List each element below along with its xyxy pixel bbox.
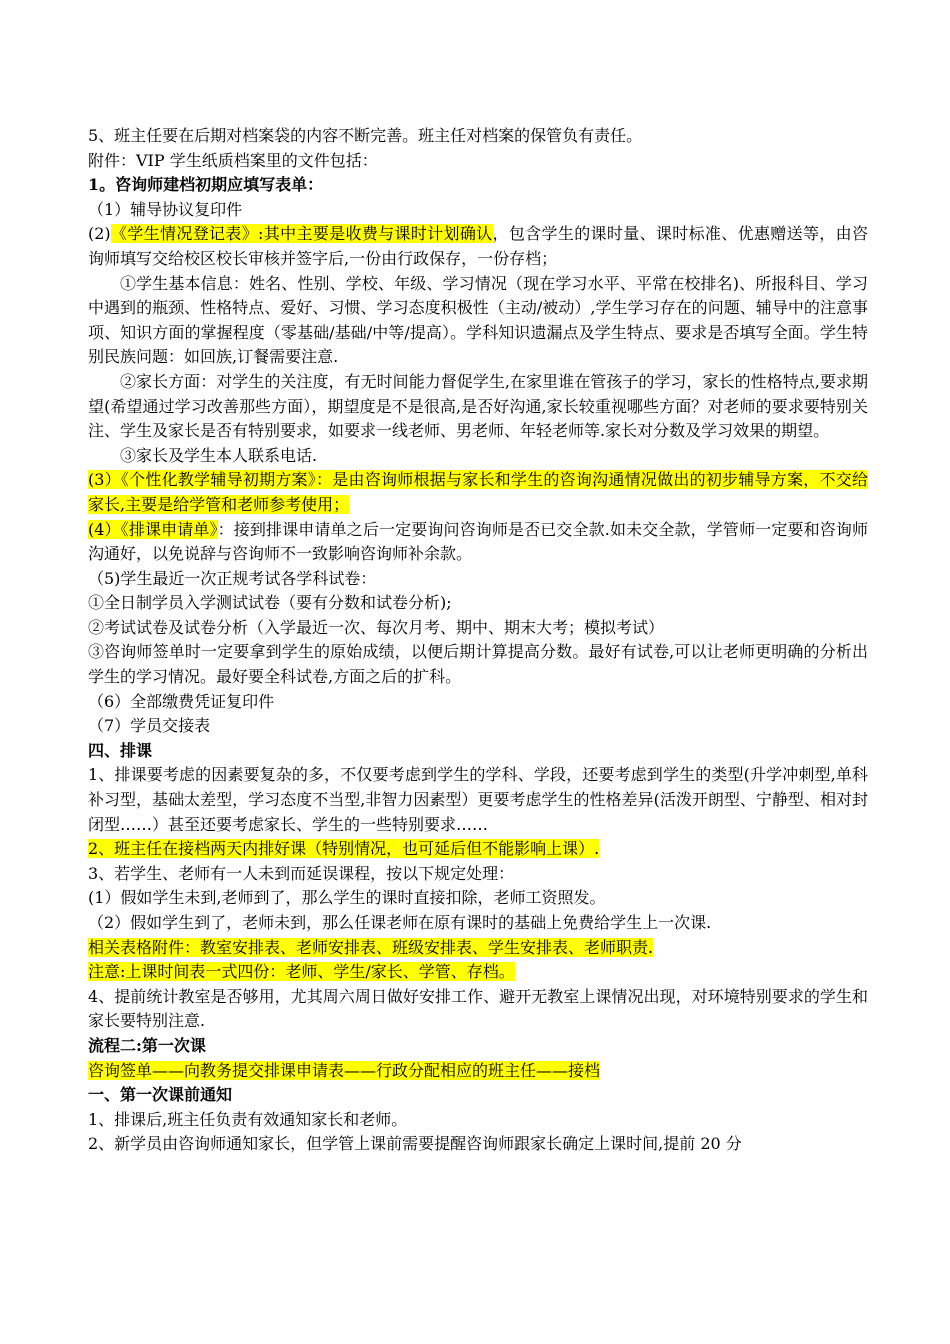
para-scheduling-factors: 1、排课要考虑的因素要复杂的多，不仅要考虑到学生的学科、学段，还要考虑到学生的类型(升学冲刺型,单科补习型，基础太差型，学习态度不当型,非智力因素型）更要考虑学生的性格差异(活泼开朗型、宁静型、相对封闭型……）甚至还要考虑家长、学生的一些特别要求…… [88,765,868,834]
schedule-request-details: ：接到排课申请单之后一定要询问咨询师是否已交全款.如未交全款，学管师一定要和咨询师沟通好，以免说辞与咨询师不一致影响咨询师补余款。 [88,519,868,564]
registration-details: ，包含学生的课时量、课时标准、优惠赠送等，由咨询师填写交给校区校长审核并签字后,一份由行政保存，一份存档； [88,224,868,268]
line-related-forms [88,936,868,961]
para-classroom-check: 4、提前统计教室是否够用，尤其周六周日做好安排工作、避开无教室上课情况出现，对环境特别要求的学生和家长要特别注意. [88,986,868,1031]
document-page [88,124,868,1157]
exam-original-scores: ③咨询师签单时一定要拿到学生的原始成绩，以便后期计算提高分数。最好有试卷,可以让老师更明确的分析出学生的学习情况。最好要全科试卷,方面之后的扩科。 [88,642,868,687]
line-new-student-notice: 2、新学员由咨询师通知家长，但学管上课前需要提醒咨询师跟家长确定上课时间,提前 20 分 [88,1134,742,1154]
item-number: (2) [88,224,111,244]
line-notify-after-scheduling: 1、排课后,班主任负责有效通知家长和老师。 [88,1109,408,1129]
exam-entry-test: ①全日制学员入学测试试卷（要有分数和试卷分析); [88,593,452,613]
item-tutoring-plan [88,468,868,517]
highlight-related-forms: 相关表格附件：教室安排表、老师安排表、班级安排表、学生安排表、老师职责. [88,937,654,957]
line-attachment-intro: 附件：VIP 学生纸质档案里的文件包括： [88,150,378,170]
item-exam-papers: （5)学生最近一次正规考试各学科试卷： [88,568,377,588]
exam-analysis: ②考试试卷及试卷分析（入学最近一次、每次月考、期中、期末大考；模拟考试） [88,617,665,637]
highlight-schedule-request: (4）《排课申请单》 [88,519,218,539]
item-schedule-request [88,518,868,567]
highlight-schedule-deadline: 2、班主任在接档两天内排好课（特别情况，也可延后但不能影响上课）. [88,839,600,859]
rule-teacher-absent: （2）假如学生到了，老师未到，那么任课老师在原有课时的基础上免费给学生上一次课. [88,913,712,932]
para-contact-phone: ③家长及学生本人联系电话. [120,445,318,465]
para-parent-aspects: ②家长方面：对学生的关注度，有无时间能力督促学生,在家里谁在管孩子的学习，家长的性格特点,要求期望(希望通过学习改善那些方面），期望度是不是很高,是否好沟通,家长较重视哪些方面？对老师的要求要特别关注、学生及家长是否有特别要求，如要求一线老师、男老师、年轻老师等.家长对分数及学习效果的期望。 [88,371,868,441]
line-timetable-copies [88,960,868,985]
highlight-process-flow: 咨询签单——向教务提交排课申请表——行政分配相应的班主任——接档 [88,1060,601,1080]
heading-scheduling: 四、排课 [88,740,153,760]
para-student-basic-info: ①学生基本信息：姓名、性别、学校、年级、学习情况（现在学习水平、平常在校排名)、所报科目、学习中遇到的瓶颈、性格特点、爱好、习惯、学习态度积极性（主动/被动）,学生学习存在的问题、辅导中的注意事项、知识方面的掌握程度（零基础/基础/中等/提高）。学科知识遗漏点及学生特点、要求是否填写全面。学生特别民族问题：如回族,订餐需要注意. [88,273,868,367]
line-schedule-deadline [88,837,868,862]
item-payment-receipts: （6）全部缴费凭证复印件 [88,691,275,711]
item-student-registration [88,222,868,271]
heading-first-class-notice: 一、第一次课前通知 [88,1085,233,1105]
item-handover-form: （7）学员交接表 [88,716,211,736]
line-archive-update: 5、班主任要在后期对档案袋的内容不断完善。班主任对档案的保管负有责任。 [88,126,643,145]
highlight-tutoring-plan: (3）《个性化教学辅导初期方案》：是由咨询师根据与家长和学生的咨询沟通情况做出的初步辅导方案，不交给家长,主要是给学管和老师参考使用； [88,470,868,514]
line-absence-rules: 3、若学生、老师有一人未到而延误课程，按以下规定处理： [88,863,515,883]
line-process-flow [88,1059,868,1084]
rule-student-absent: (1）假如学生未到,老师到了，那么学生的课时直接扣除，老师工资照发。 [88,888,606,908]
item-agreement-copy: （1）辅导协议复印件 [88,199,243,219]
heading-process-two: 流程二:第一次课 [88,1035,206,1055]
heading-consultant-forms: 1。咨询师建档初期应填写表单： [88,175,324,195]
highlight-registration-form: 《学生情况登记表》:其中主要是收费与课时计划确认 [110,224,493,244]
highlight-timetable-copies: 注意:上课时间表一式四份：老师、学生/家长、学管、存档。 [88,962,515,982]
